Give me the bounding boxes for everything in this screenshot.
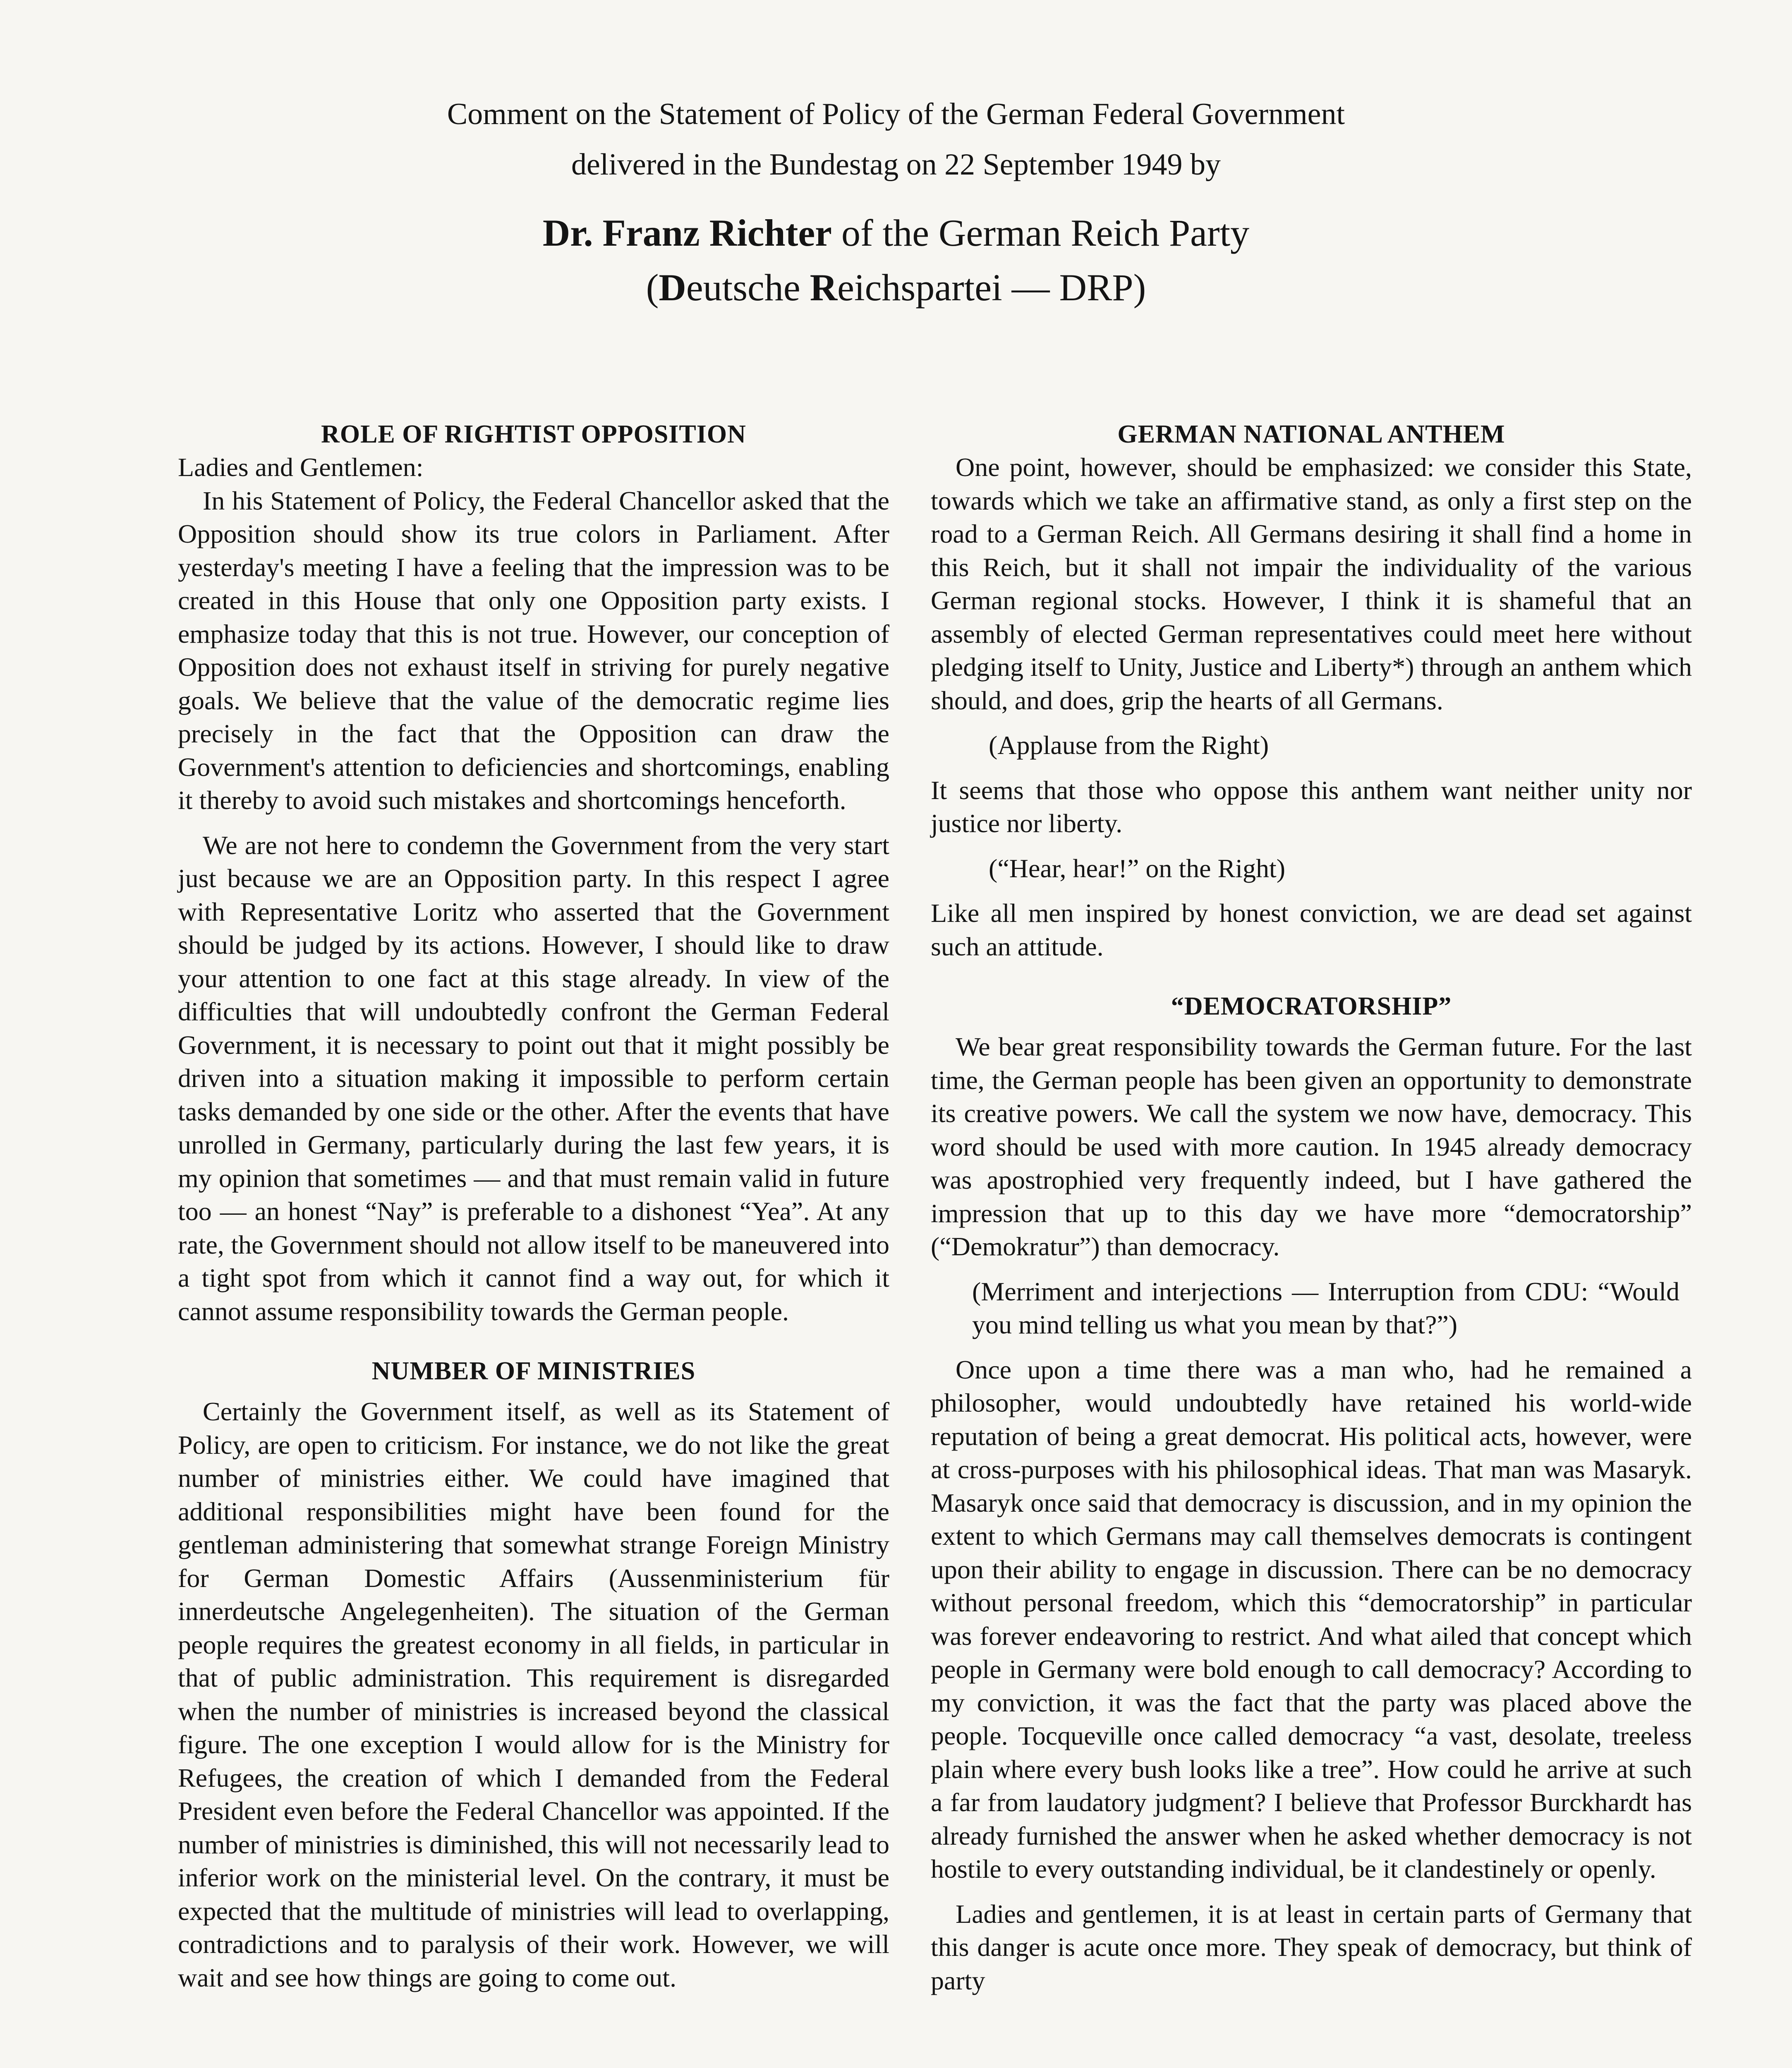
paragraph-right-4: We bear great responsibility towards the German future. For the last time, the German people has been given an opportunity to demonstrate its creative powers. We call the system we now have, democracy. This word should be used with more caution. In 1945 already democracy was apostrophied very frequently indeed, but I have gathered the impression that up to this day we have more “democratorship” (“Demokratur”) than democracy.: [931, 1032, 1692, 1261]
paragraph-right-2: It seems that those who oppose this anthem want neither unity nor justice nor liberty.: [931, 775, 1692, 838]
author-party: of the German Reich Party: [832, 212, 1250, 254]
paragraph-right-1: One point, however, should be emphasized: we consider this State, towards which we take an affirmative stand, as only a first step on the road to a German Reich. All Germans desiring it shall find a home in this Reich, but it shall not impair the individuality of the various German regional stocks. However, I think it is shameful that an assembly of elected German representatives could meet here without pledging itself to Unity, Justice and Liberty*) through an anthem which should, and does, grip the hearts of all Germans.: [931, 452, 1692, 715]
interjection-hear-hear: (“Hear, hear!” on the Right): [989, 853, 1286, 883]
paragraph-left-1: In his Statement of Policy, the Federal Chancellor asked that the Opposition should show its true colors in Parliament. After yesterday's meeting I have a feeling that the impression was to be created in this House that only one Opposition party exists. I emphasize today that this is not true. However, our conception of Opposition does not exhaust itself in striving for purely negative goals. We believe that the value of the democratic regime lies precisely in the fact that the Opposition can draw the Government's attention to deficiencies and shortcomings, enabling it thereby to avoid such mistakes and shortcomings henceforth.: [178, 486, 889, 815]
party-part-1: eutsche: [686, 266, 810, 309]
document-header: [0, 89, 1792, 315]
paragraph-right-6: Ladies and gentlemen, it is at least in certain parts of Germany that this danger is acute once more. They speak of democracy, but think of party: [931, 1899, 1692, 1995]
left-column: [178, 418, 889, 1994]
paragraph-left-2: We are not here to condemn the Government from the very start just because we are an Opposition party. In this respect I agree with Representative Loritz who asserted that the Government should be judged by its actions. However, I should like to draw your attention to one fact at this stage already. In view of the difficulties that will undoubtedly confront the German Federal Government, it is necessary to point out that it might possibly be driven into a situation making it impossible to perform certain tasks demanded by one side or the other. After the events that have unrolled in Germany, particularly during the last few years, it is my opinion that sometimes — and that must remain valid in future too — an honest “Nay” is preferable to a dishonest “Yea”. At any rate, the Government should not allow itself to be maneuvered into a tight spot from which it cannot find a way out, for which it cannot assume responsibility towards the German people.: [178, 830, 889, 1326]
salutation: Ladies and Gentlemen:: [178, 452, 424, 482]
heading-role-of-rightist-opposition: ROLE OF RIGHTIST OPPOSITION: [321, 420, 746, 448]
heading-german-national-anthem: GERMAN NATIONAL ANTHEM: [1117, 420, 1505, 448]
interjection-merriment: (Merriment and interjections — Interruption from CDU: “Would you mind telling us what you mean by that?”): [972, 1276, 1679, 1339]
party-initial-r: R: [810, 266, 838, 309]
header-line-2: delivered in the Bundestag on 22 September 1949 by: [571, 148, 1221, 182]
party-part-2: eichspartei — DRP): [837, 266, 1146, 309]
paragraph-right-3: Like all men inspired by honest conviction, we are dead set against such an attitude.: [931, 898, 1692, 961]
party-open: (: [646, 266, 659, 309]
header-line-1: Comment on the Statement of Policy of the German Federal Government: [447, 97, 1345, 131]
heading-number-of-ministries: NUMBER OF MINISTRIES: [371, 1357, 696, 1385]
author-line: [0, 206, 1792, 260]
heading-democratorship: “DEMOCRATORSHIP”: [1171, 992, 1452, 1020]
paragraph-right-5: Once upon a time there was a man who, had he remained a philosopher, would undoubtedly have retained his world-wide reputation of being a great democrat. His political acts, however, were at cross-purposes with his philosophical ideas. That man was Masaryk. Masaryk once said that democracy is discussion, and in my opinion the extent to which Germans may call themselves democrats is contingent upon their ability to engage in discussion. There can be no democracy without personal freedom, which this “democratorship” in particular was forever endeavoring to restrict. And what ailed that concept which people in Germany were bold enough to call democracy? According to my conviction, it was the fact that the party was placed above the people. Tocqueville once called democracy “a vast, desolate, treeless plain where every bush looks like a tree”. How could he arrive at such a far from laudatory judgment? I believe that Professor Burckhardt has already furnished the answer when he asked whether democracy is not hostile to every outstanding individual, be it clandestinely or openly.: [931, 1355, 1692, 1884]
party-line: [0, 260, 1792, 315]
party-initial-d: D: [659, 266, 686, 309]
author-name: Dr. Franz Richter: [542, 212, 832, 254]
right-column: [931, 418, 1692, 1997]
interjection-applause: (Applause from the Right): [989, 730, 1269, 760]
paragraph-left-3: Certainly the Government itself, as well as its Statement of Policy, are open to criticism. For instance, we do not like the great number of ministries either. We could have imagined that additional responsibilities might have been found for the gentleman administering that somewhat strange Foreign Ministry for German Domestic Affairs (Aussenministerium für innerdeutsche Angelegenheiten). The situation of the German people requires the greatest economy in all fields, in particular in that of public administration. This requirement is disregarded when the number of ministries is increased beyond the classical figure. The one exception I would allow for is the Ministry for Refugees, the creation of which I demanded from the Federal President even before the Federal Chancellor was appointed. If the number of ministries is diminished, this will not necessarily lead to inferior work on the ministerial level. On the contrary, it must be expected that the multitude of ministries will lead to overlapping, contradictions and to paralysis of their work. However, we will wait and see how things are going to come out.: [178, 1397, 889, 1992]
